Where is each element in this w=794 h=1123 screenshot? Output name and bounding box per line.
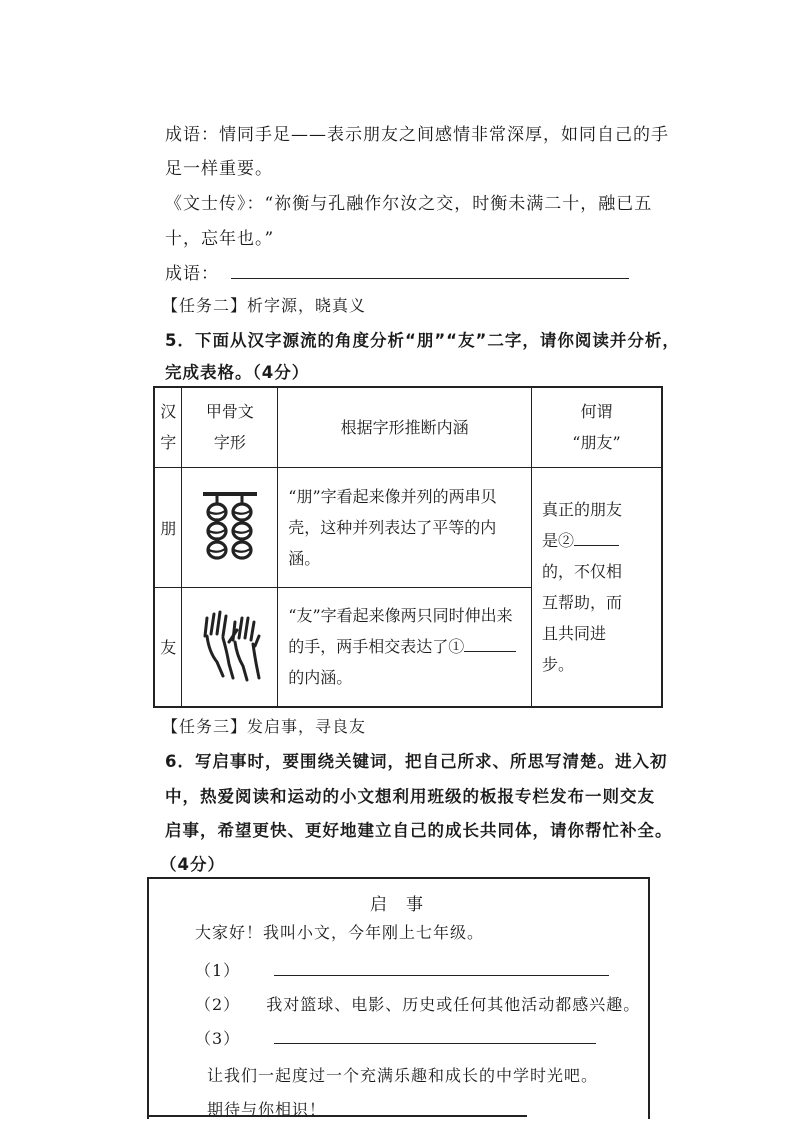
task2-heading: 【任务二】析字源，晓真义	[162, 296, 367, 315]
idiom-explanation-line1: 成语：情同手足——表示朋友之间感情非常深厚，如同自己的手	[165, 125, 669, 145]
header-char: 汉 字	[154, 387, 182, 467]
oracle-you-cell	[182, 587, 278, 707]
notice-bottom-edge	[147, 1115, 527, 1117]
oracle-peng-cell	[182, 467, 278, 587]
header-friend: 何谓 “朋友”	[531, 387, 662, 467]
notice-item3-blank[interactable]	[274, 1033, 596, 1044]
notice-item1: （1）	[195, 958, 609, 981]
friend-answer-line2: 是②	[542, 525, 655, 556]
row-char-peng: 朋	[154, 467, 182, 587]
header-oracle: 甲骨文 字形	[182, 387, 278, 467]
notice-greeting: 大家好！我叫小文，今年刚上七年级。	[195, 923, 485, 942]
task3-heading: 【任务三】发启事，寻良友	[162, 717, 367, 736]
row-char-you: 友	[154, 587, 182, 707]
quote-line2: 十，忘年也。”	[165, 229, 275, 249]
q6-line4: （4分）	[160, 855, 225, 874]
idiom-blank-row	[165, 259, 629, 284]
friend-answer-line5: 且共同进	[541, 623, 606, 643]
q6-line1: 6．写启事时，要围绕关键词，把自己所求、所思写清楚。进入初	[165, 752, 668, 771]
friend-answer-line1: 真正的朋友	[541, 499, 622, 519]
notice-title: 启 事	[370, 895, 424, 915]
quote-line1: 《文士传》：“祢衡与孔融作尔汝之交，时衡未满二十，融已五	[165, 194, 653, 214]
oracle-you-glyph	[199, 606, 261, 684]
idiom-blank-label: 成语：	[165, 264, 219, 284]
meaning-you-cell	[278, 587, 532, 707]
friend-answer-line4: 互帮助，而	[541, 592, 622, 612]
meaning-peng-line1: “朋”字看起来像并列的两串贝	[288, 486, 497, 506]
header-meaning: 根据字形推断内涵	[278, 387, 532, 467]
idiom-answer-blank[interactable]	[231, 264, 629, 279]
meaning-you-line2: 的手，两手相交表达了①	[288, 631, 525, 662]
notice-closing: 让我们一起度过一个充满乐趣和成长的中学时光吧。	[207, 1066, 599, 1085]
notice-item2: （2） 我对篮球、电影、历史或任何其他活动都感兴趣。	[195, 995, 641, 1014]
notice-item1-blank[interactable]	[274, 965, 609, 976]
idiom-explanation-line2: 足一样重要。	[165, 159, 273, 179]
friend-answer-cell	[531, 467, 662, 707]
answer-blank-2[interactable]	[574, 533, 619, 546]
friend-answer-line3: 的，不仅相	[541, 561, 622, 581]
notice-item3: （3）	[195, 1026, 596, 1049]
meaning-peng-line2: 壳，这种并列表达了平等的内涵。	[288, 517, 497, 568]
oracle-peng-glyph	[199, 487, 261, 563]
meaning-you-line1: “友”字看起来像两只同时伸出来	[288, 606, 513, 626]
friend-answer-line6: 步。	[541, 654, 574, 674]
char-analysis-table	[153, 386, 663, 708]
notice-signoff: 期待与你相识！	[207, 1100, 327, 1119]
meaning-peng-cell	[278, 467, 532, 587]
q5-line2: 完成表格。（4分）	[165, 363, 310, 382]
q5-line1: 5．下面从汉字源流的角度分析“朋”“友”二字，请你阅读并分析，	[165, 331, 680, 350]
q6-line2: 中，热爱阅读和运动的小文想利用班级的板报专栏发布一则交友	[165, 787, 655, 806]
meaning-you-line3: 的内涵。	[288, 668, 353, 688]
answer-blank-1[interactable]	[464, 639, 516, 652]
q6-line3: 启事，希望更快、更好地建立自己的成长共同体，请你帮忙补全。	[165, 821, 673, 840]
